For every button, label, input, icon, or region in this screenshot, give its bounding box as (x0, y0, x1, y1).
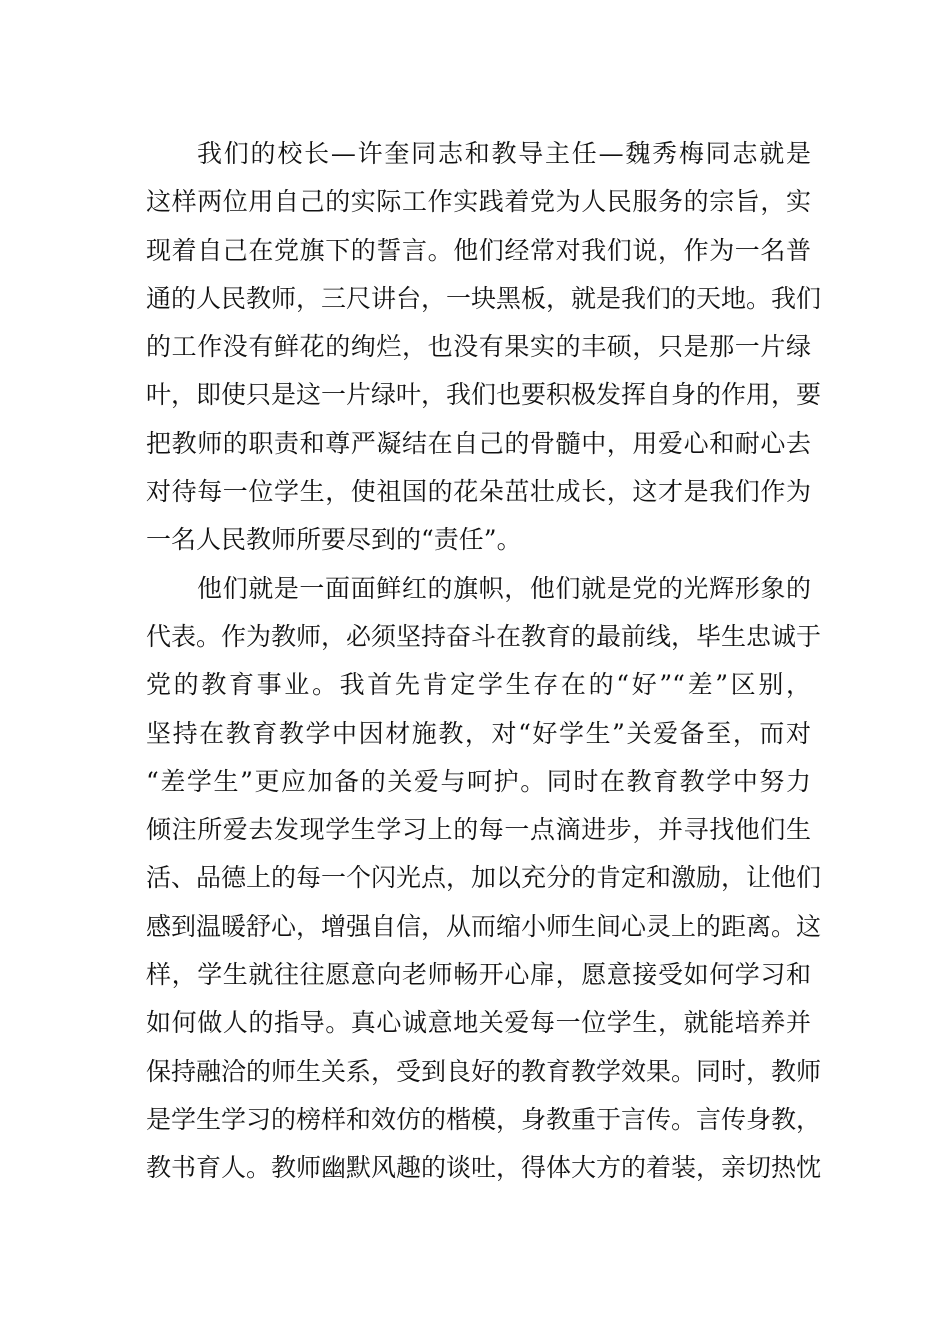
text-line: 这样两位用自己的实际工作实践着党为人民服务的宗旨，实 (146, 187, 811, 217)
text-line: 叶，即使只是这一片绿叶，我们也要积极发挥自身的作用，要 (146, 380, 822, 410)
text-line: 党的教育事业。我首先肯定学生存在的“好”“差”区别， (146, 670, 812, 700)
text-line: 把教师的职责和尊严凝结在自己的骨髓中，用爱心和耐心去 (146, 428, 811, 458)
text-line: 保持融洽的师生关系，受到良好的教育教学效果。同时，教师 (146, 1056, 822, 1086)
text-line: 的工作没有鲜花的绚烂，也没有果实的丰硕，只是那一片绿 (146, 332, 811, 362)
text-line: 坚持在教育教学中因材施教，对“好学生”关爱备至，而对 (146, 718, 811, 748)
text-line: “差学生”更应加备的关爱与呵护。同时在教育教学中努力 (146, 766, 811, 796)
text-line: 样，学生就往往愿意向老师畅开心扉，愿意接受如何学习和 (146, 960, 811, 990)
text-line: 他们就是一面面鲜红的旗帜，他们就是党的光辉形象的 (197, 573, 811, 603)
text-line: 倾注所爱去发现学生学习上的每一点滴进步，并寻找他们生 (146, 815, 811, 845)
text-line: 是学生学习的榜样和效仿的楷模，身教重于言传。言传身教， (146, 1104, 822, 1134)
document-body (146, 130, 822, 1193)
text-line: 我们的校长—许奎同志和教导主任—魏秀梅同志就是 (197, 139, 811, 168)
text-line: 活、品德上的每一个闪光点，加以充分的肯定和激励，让他们 (146, 863, 822, 893)
text-line: 教书育人。教师幽默风趣的谈吐，得体大方的着装，亲切热忱 (146, 1153, 822, 1183)
text-line: 如何做人的指导。真心诚意地关爱每一位学生，就能培养并 (146, 1008, 811, 1038)
paragraph-2 (146, 565, 822, 1193)
text-line: 通的人民教师，三尺讲台，一块黑板，就是我们的天地。我们 (146, 283, 822, 313)
text-line: 对待每一位学生，使祖国的花朵茁壮成长，这才是我们作为 (146, 477, 811, 507)
text-line: 感到温暖舒心，增强自信，从而缩小师生间心灵上的距离。这 (146, 911, 822, 941)
text-line: 一名人民教师所要尽到的“责任”。 (146, 525, 522, 555)
paragraph-1 (146, 130, 822, 565)
text-line: 现着自己在党旗下的誓言。他们经常对我们说，作为一名普 (146, 235, 811, 265)
text-line: 代表。作为教师，必须坚持奋斗在教育的最前线，毕生忠诚于 (146, 621, 822, 651)
